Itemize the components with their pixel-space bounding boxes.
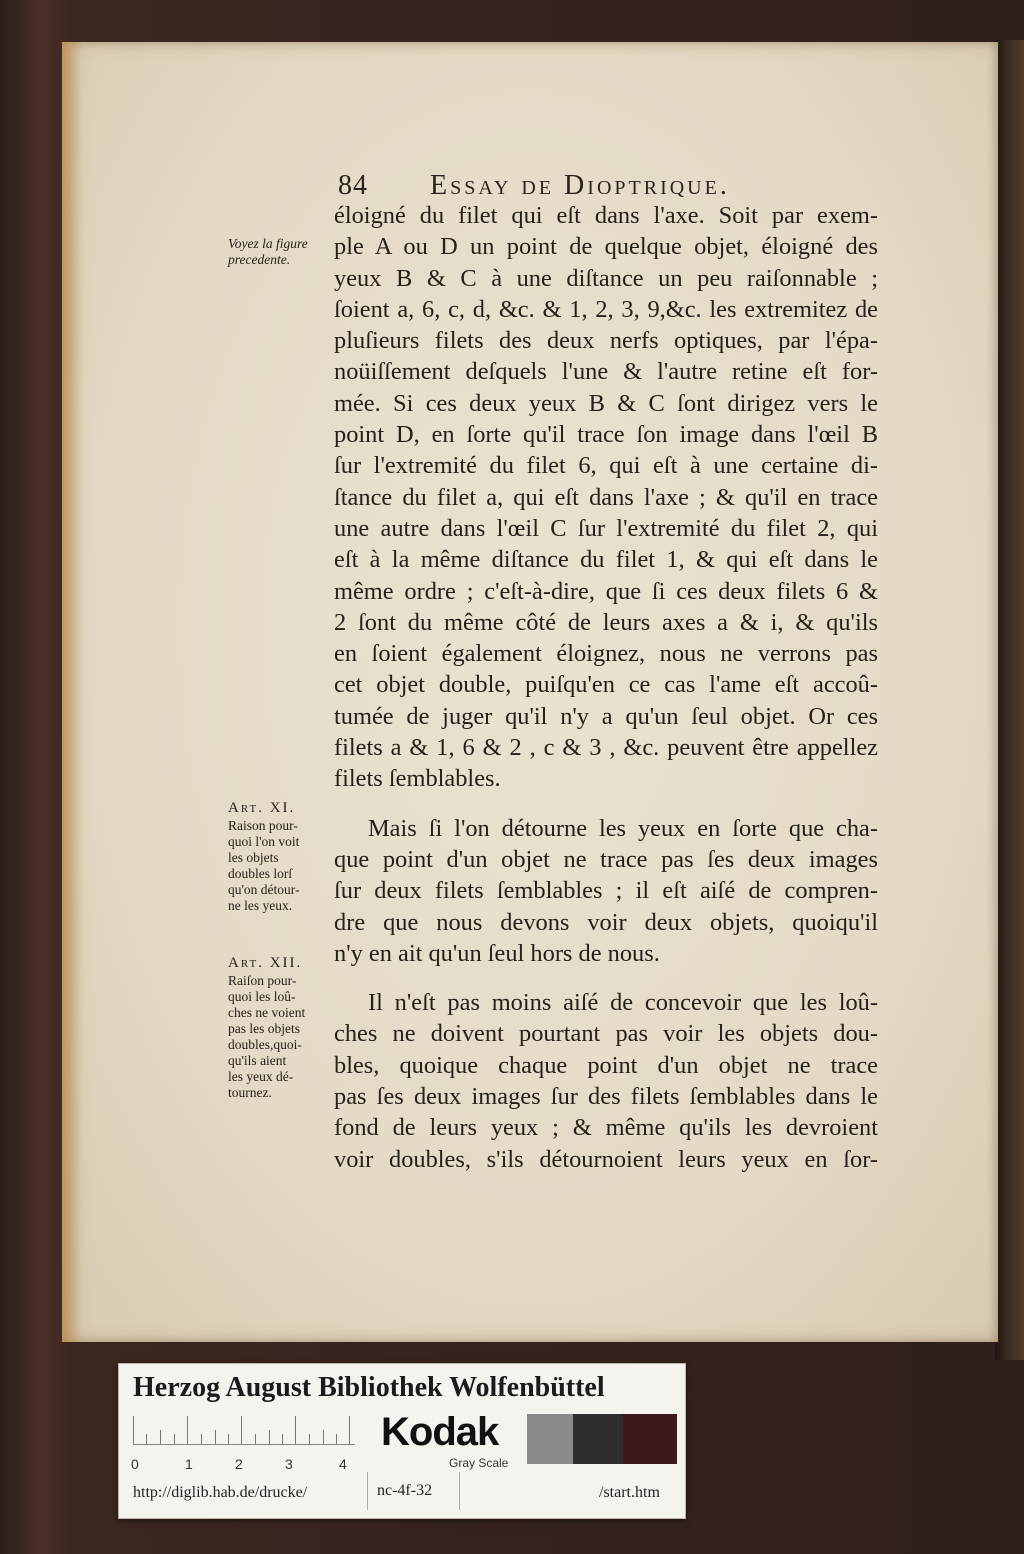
gray-scale-label: Gray Scale bbox=[449, 1456, 509, 1470]
margin-note-line: Raiſon pour- bbox=[228, 973, 297, 988]
ruler-tick bbox=[160, 1430, 161, 1444]
ruler-number: 0 bbox=[131, 1456, 139, 1472]
url-suffix: /start.htm bbox=[599, 1484, 660, 1501]
text-line: ple A ou D un point de quelque objet, éloigné des bbox=[334, 233, 878, 261]
ruler-number: 4 bbox=[339, 1456, 347, 1472]
ruler-tick bbox=[323, 1430, 324, 1444]
institution-name: Herzog August Bibliothek Wolfenbüttel bbox=[133, 1372, 605, 1403]
ruler-number: 1 bbox=[185, 1456, 193, 1472]
margin-note-art-xii bbox=[228, 955, 336, 1101]
margin-note-figure-ref bbox=[228, 236, 336, 268]
ruler-tick bbox=[241, 1416, 242, 1444]
gray-swatch-black bbox=[623, 1414, 677, 1464]
margin-note-line: qu'on détour- bbox=[228, 882, 300, 897]
paragraph-2 bbox=[334, 813, 878, 969]
text-line: ſoient a, 6, c, d, &c. & 1, 2, 3, 9,&c. les extremitez de bbox=[334, 295, 878, 323]
ruler-tick bbox=[309, 1434, 310, 1444]
text-line: tumée de juger qu'il n'y a qu'un ſeul objet. Or ces bbox=[334, 702, 878, 730]
text-line: filets a & 1, 6 & 2 , c & 3 , &c. peuvent être appellez bbox=[334, 734, 878, 762]
margin-note-line: doubles lorſ bbox=[228, 866, 293, 881]
text-line: 2 ſont du même côté de leurs axes a & i, & qu'ils bbox=[334, 608, 878, 636]
text-line: yeux B & C à une diſtance un peu raiſonnable ; bbox=[334, 264, 878, 292]
ruler-tick bbox=[201, 1434, 202, 1444]
text-line: Mais ſi l'on détourne les yeux en ſorte que cha- bbox=[368, 814, 878, 842]
ruler-tick bbox=[349, 1416, 350, 1444]
gray-swatch-mid bbox=[527, 1414, 573, 1464]
card-divider bbox=[367, 1472, 368, 1510]
article-label: Art. XII. bbox=[228, 955, 303, 971]
paragraph-3 bbox=[334, 987, 878, 1175]
margin-note-line: precedente. bbox=[228, 252, 291, 267]
ruler-tick bbox=[295, 1416, 296, 1444]
margin-note-line: quoi l'on voit bbox=[228, 834, 300, 849]
margin-note-line: pas les objets bbox=[228, 1021, 300, 1036]
ruler-number: 3 bbox=[285, 1456, 293, 1472]
ruler-tick bbox=[146, 1434, 147, 1444]
ruler-tick bbox=[228, 1434, 229, 1444]
ruler-tick bbox=[269, 1430, 270, 1444]
text-line: fond de leurs yeux ; & même qu'ils les devroient bbox=[334, 1114, 878, 1142]
ruler-tick bbox=[255, 1434, 256, 1444]
text-line: éloigné du filet qui eſt dans l'axe. Soit par exem- bbox=[334, 202, 878, 229]
text-line: une autre dans l'œil C ſur l'extremité du filet 2, qui bbox=[334, 514, 878, 542]
text-line: eſt à la même diſtance du filet 1, & qui eſt dans le bbox=[334, 546, 878, 574]
paragraph-spacer bbox=[334, 969, 878, 987]
article-label: Art. XI. bbox=[228, 800, 296, 816]
text-line: pas ſes deux images ſur des filets ſemblables dans le bbox=[334, 1083, 878, 1111]
margin-note-line: ches ne voient bbox=[228, 1005, 306, 1020]
margin-note-line: Voyez la figure bbox=[228, 236, 308, 251]
text-line: ſtance du filet a, qui eſt dans l'axe ; & qu'il en trace bbox=[334, 483, 878, 511]
margin-note-line: les yeux dé- bbox=[228, 1069, 294, 1084]
binding-edge bbox=[995, 40, 1024, 1360]
ruler-tick bbox=[133, 1416, 134, 1444]
margin-note-line: Raison pour- bbox=[228, 818, 298, 833]
kodak-logo: Kodak bbox=[381, 1410, 499, 1454]
running-title: Essay de Dioptrique. bbox=[430, 170, 730, 201]
ruler-number: 2 bbox=[235, 1456, 243, 1472]
margin-note-art-xi bbox=[228, 800, 336, 914]
text-line: bles, quoique chaque point d'un objet ne trace bbox=[334, 1051, 878, 1079]
text-line: voir doubles, s'ils détournoient leurs yeux en ſor- bbox=[334, 1145, 878, 1173]
margin-note-line: qu'ils aient bbox=[228, 1053, 287, 1068]
text-line: ſur deux filets ſemblables ; il eſt aiſé de compren- bbox=[334, 877, 878, 905]
ruler-tick bbox=[215, 1430, 216, 1444]
text-line: que point d'un objet ne trace pas ſes deux images bbox=[334, 845, 878, 873]
shelfmark: nc-4f-32 bbox=[377, 1482, 433, 1499]
url-base: http://diglib.hab.de/drucke/ bbox=[133, 1484, 308, 1501]
text-line: ches ne doivent pourtant pas voir les objets dou- bbox=[334, 1020, 878, 1048]
text-line: dre que nous devons voir deux objets, quoiqu'il bbox=[334, 908, 878, 936]
paragraph-spacer bbox=[334, 795, 878, 813]
text-line: point D, en ſorte qu'il trace ſon image dans l'œil B bbox=[334, 421, 878, 449]
ruler-tick bbox=[187, 1416, 188, 1444]
scan-target-card bbox=[118, 1363, 686, 1519]
margin-note-line: les objets bbox=[228, 850, 279, 865]
margin-note-line: ne les yeux. bbox=[228, 898, 293, 913]
text-line: même ordre ; c'eſt-à-dire, que ſi ces deux filets 6 & bbox=[334, 577, 878, 605]
text-line: ſur l'extremité du filet 6, qui eſt à une certaine di- bbox=[334, 452, 878, 480]
paragraph-1 bbox=[334, 200, 878, 795]
page-gutter-stain bbox=[62, 42, 82, 1342]
text-line: en ſoient également éloignez, nous ne verrons pas bbox=[334, 640, 878, 668]
scale-ruler bbox=[133, 1414, 355, 1445]
text-line: noüiſſement deſquels l'une & l'autre retine eſt for- bbox=[334, 358, 878, 386]
margin-note-line: tournez. bbox=[228, 1085, 272, 1100]
card-divider bbox=[459, 1472, 460, 1510]
text-line: filets ſemblables. bbox=[334, 765, 501, 793]
text-line: cet objet double, puiſqu'en ce cas l'ame eſt accoû- bbox=[334, 671, 878, 699]
ruler-tick bbox=[336, 1434, 337, 1444]
text-line: mée. Si ces deux yeux B & C ſont dirigez vers le bbox=[334, 389, 878, 417]
ruler-tick bbox=[174, 1434, 175, 1444]
body-text bbox=[334, 200, 878, 1175]
ruler-tick bbox=[282, 1434, 283, 1444]
margin-note-line: quoi les loû- bbox=[228, 989, 296, 1004]
margin-note-line: doubles,quoi- bbox=[228, 1037, 302, 1052]
page-number: 84 bbox=[338, 170, 368, 201]
text-line: Il n'eſt pas moins aiſé de concevoir que les loû- bbox=[368, 989, 878, 1017]
text-line: pluſieurs filets des deux nerfs optiques, par l'épa- bbox=[334, 327, 878, 355]
gray-swatch-dark bbox=[573, 1414, 623, 1464]
text-line: n'y en ait qu'un ſeul hors de nous. bbox=[334, 939, 660, 967]
